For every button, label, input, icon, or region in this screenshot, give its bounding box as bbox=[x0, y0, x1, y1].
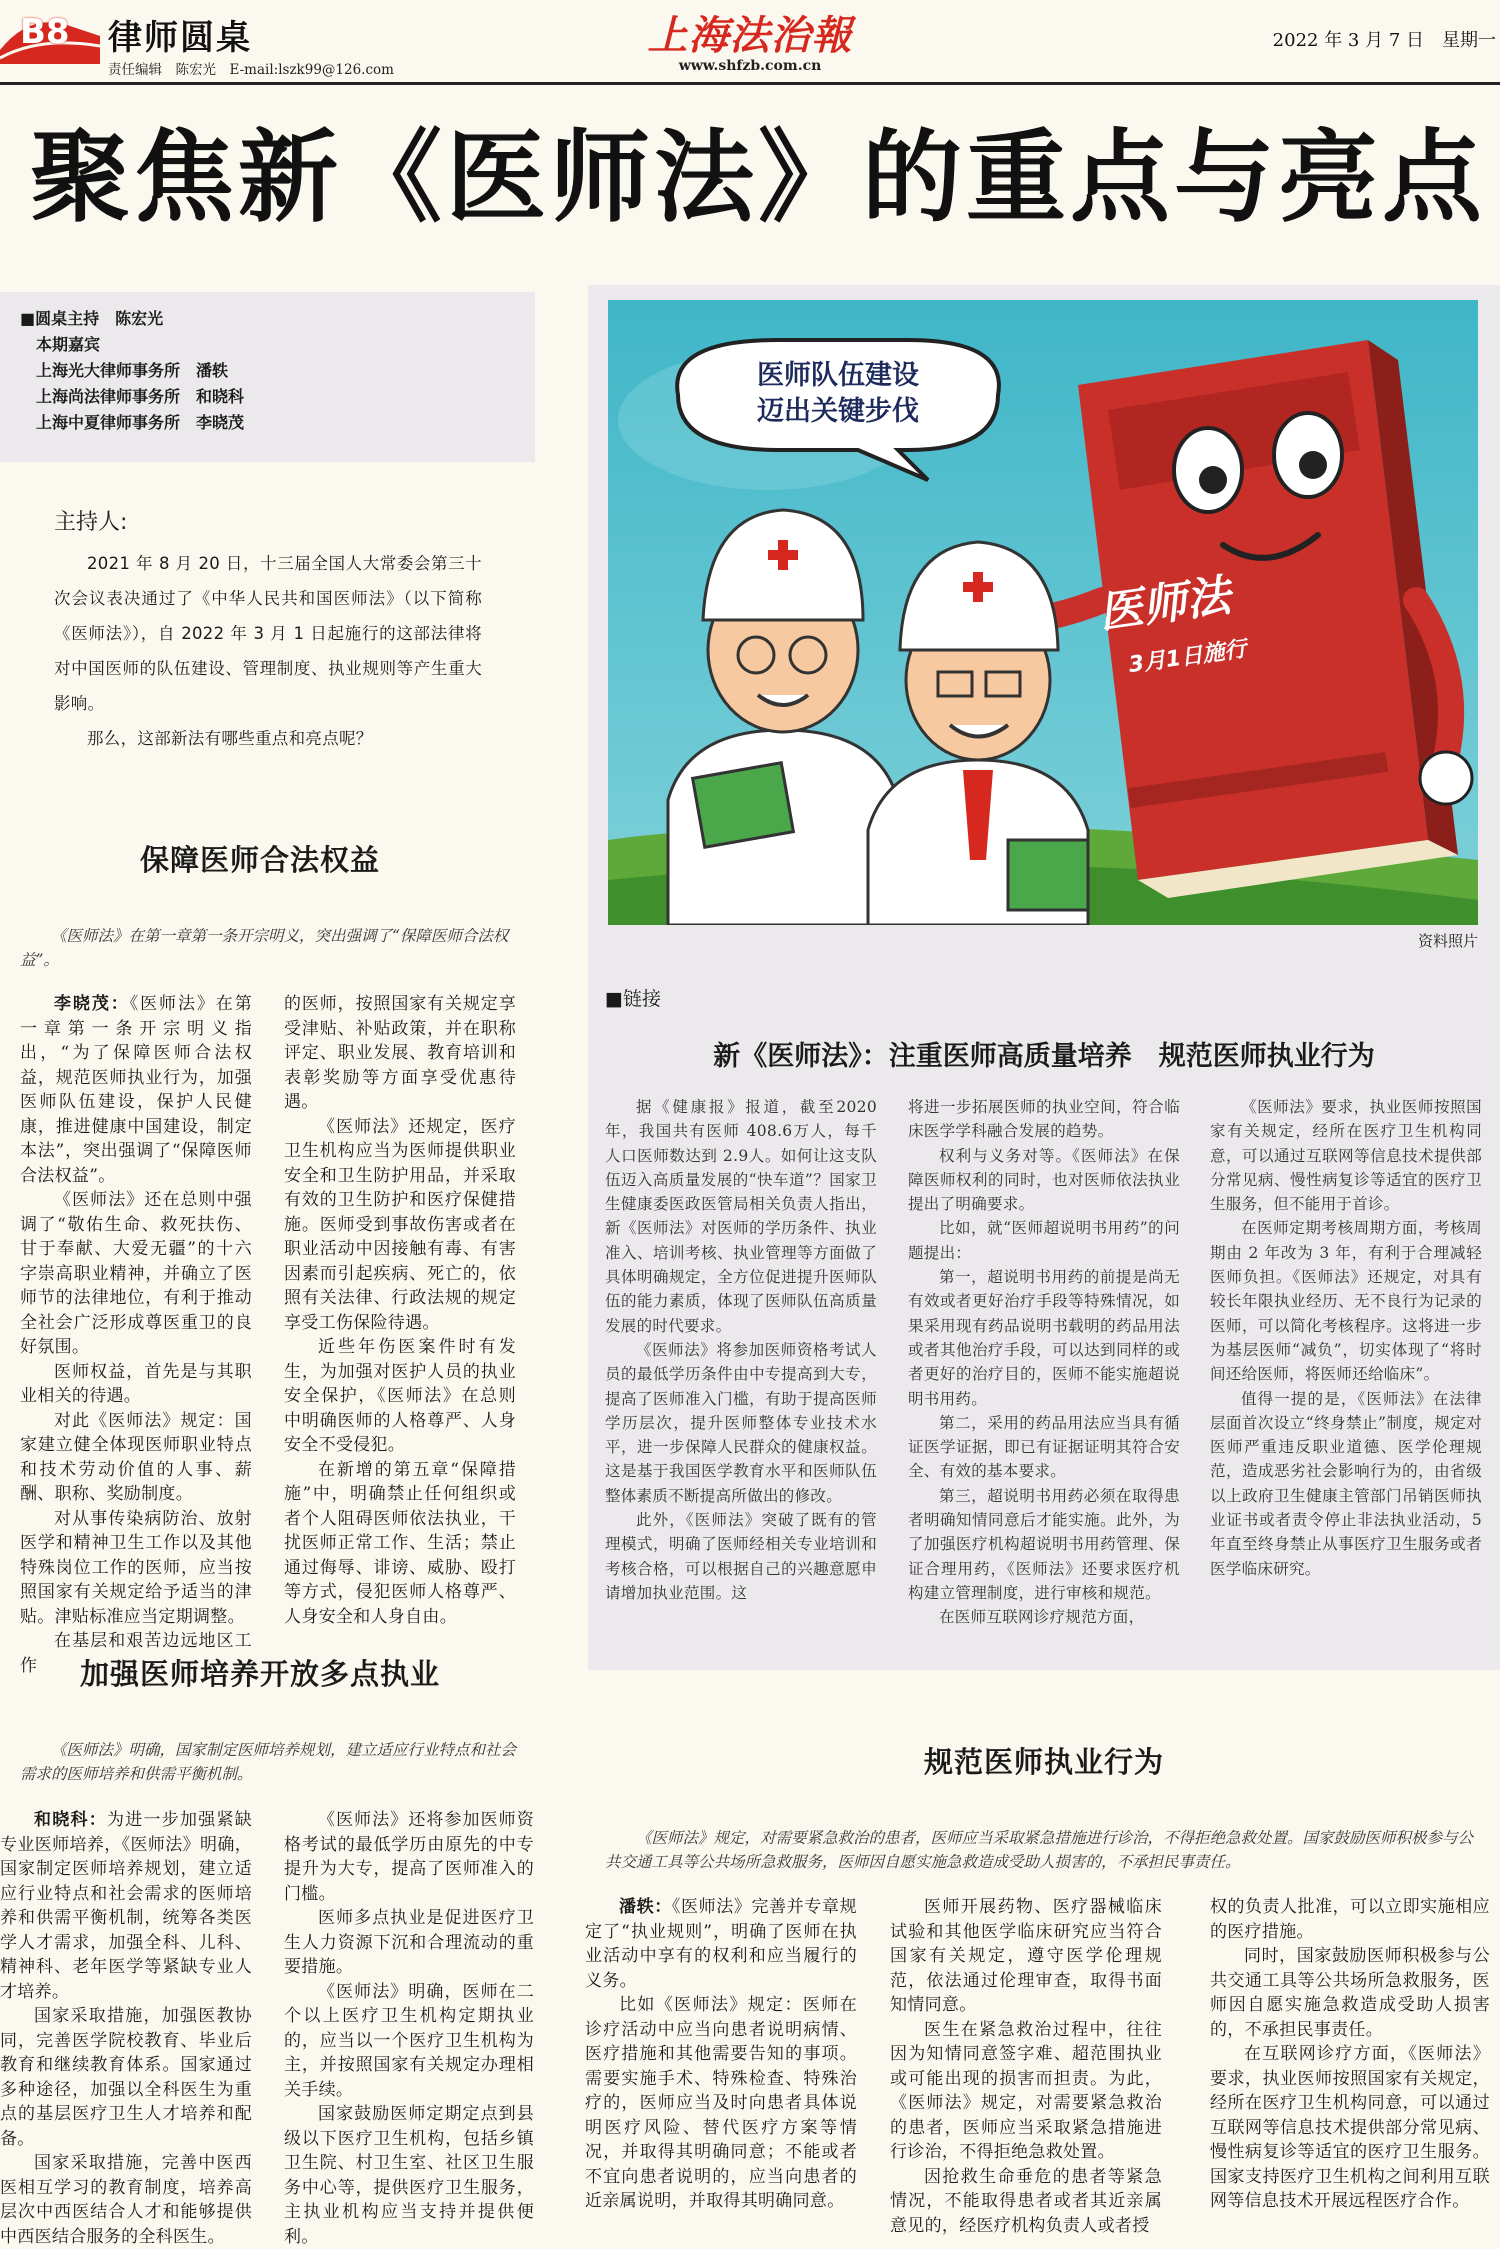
paragraph: 《医师法》要求，执业医师按照国家有关规定，经所在医疗卫生机构同意，可以通过互联网等信息技术提供部分常见病、慢性病复诊等适宜的医疗卫生服务，但不能用于首诊。 bbox=[1210, 1098, 1482, 1214]
section-column bbox=[284, 1808, 534, 2249]
paragraph: 对从事传染病防治、放射医学和精神卫生工作以及其他特殊岗位工作的医师，应当按照国家有关规定给予适当的津贴。津贴标准应当定期调整。 bbox=[20, 1508, 252, 1627]
book-subtitle: 3月1日施行 bbox=[1127, 636, 1249, 679]
paragraph: 对此《医师法》规定：国家建立健全体现医师职业特点和技术劳动价值的人事、薪酬、职称、奖励制度。 bbox=[20, 1410, 252, 1504]
host-label: 主持人: bbox=[54, 510, 128, 535]
page-header bbox=[0, 0, 1500, 82]
photo-caption: 资料照片 bbox=[1417, 932, 1478, 950]
paragraph: 在新增的第五章“保障措施”中，明确禁止任何组织或者个人阻碍医师依法执业，干扰医师正常工作、生活；禁止通过侮辱、诽谤、威胁、殴打等方式，侵犯医师人格尊严、人身安全和人身自由。 bbox=[284, 1459, 516, 1627]
roundtable-guest: 上海尚法律师事务所 和晓科 bbox=[36, 387, 245, 406]
section-lead: 《医师法》明确，国家制定医师培养规划，建立适应行业特点和社会需求的医师培养和供需平衡机制。 bbox=[20, 1741, 517, 1783]
paragraph: 国家采取措施，加强医教协同，完善医学院校教育、毕业后教育和继续教育体系。国家通过多种途径，加强以全科医生为重点的基层医疗卫生人才培养和配备。 bbox=[0, 2006, 252, 2149]
paragraph: 将进一步拓展医师的执业空间，符合临床医学学科融合发展的趋势。 bbox=[908, 1098, 1180, 1141]
paragraph: 李晓茂：《医师法》在第一章第一条开宗明义指出，“为了保障医师合法权益，规范医师执业行为，加强医师队伍建设，保护人民健康，推进健康中国建设，制定本法”，突出强调了“保障医师合法权益”。 bbox=[20, 994, 252, 1186]
paragraph: 比如，就“医师超说明书用药”的问题提出： bbox=[908, 1219, 1180, 1262]
intro-paragraph: 2021 年 8 月 20 日，十三届全国人大常委会第三十次会议表决通过了《中华人民共和国医师法》（以下简称《医师法》），自 2022 年 3 月 1 日起施行的这部法律将对中国医师的队伍建设、管理制度、执业规则等产生重大影响。 bbox=[54, 554, 482, 713]
paragraph: 《医师法》还规定，医疗卫生机构应当为医师提供职业安全和卫生防护用品，并采取有效的卫生防护和医疗保健措施。医师受到事故伤害或者在职业活动中因接触有毒、有害因素而引起疾病、死亡的，依照有关法律、行政法规的规定享受工伤保险待遇。 bbox=[284, 1116, 516, 1333]
section-title: 规范医师执业行为 bbox=[923, 1745, 1164, 1779]
section-column bbox=[0, 1808, 252, 2249]
roundtable-box bbox=[0, 292, 535, 462]
paragraph: 医师权益，首先是与其职业相关的待遇。 bbox=[20, 1361, 252, 1406]
paragraph: 据《健康报》报道，截至2020 年，我国共有医师 408.6万人，每千人口医师数达到 2.9人。如何让这支队伍迈入高质量发展的“快车道”？国家卫生健康委医政医管局相关负责人指出，新《医师法》对医师的学历条件、执业准入、培训考核、执业管理等方面做了具体明确规定，全方位促进提升医师队伍的能力素质，体现了医师队伍高质量发展的时代要求。 bbox=[605, 1098, 877, 1335]
roundtable-guest: 上海中夏律师事务所 李晓茂 bbox=[36, 413, 245, 432]
paragraph: 因抢救生命垂危的患者等紧急情况，不能取得患者或者其近亲属意见的，经医疗机构负责人或者授 bbox=[890, 2166, 1162, 2236]
paragraph: 医师多点执业是促进医疗卫生人力资源下沉和合理流动的重要措施。 bbox=[284, 1908, 534, 1977]
bubble-text: 医师队伍建设 迈出关键步伐 bbox=[757, 360, 919, 427]
issue-date: 2022 年 3 月 7 日 星期一 bbox=[1272, 30, 1496, 51]
paragraph: 《医师法》还在总则中强调了“敬佑生命、救死扶伤、甘于奉献、大爱无疆”的十六字崇高职业精神，并确立了医师节的法律地位，有利于推动全社会广泛形成尊医重卫的良好氛围。 bbox=[20, 1190, 252, 1357]
paragraph: 在互联网诊疗方面，《医师法》要求，执业医师按照国家有关规定，经所在医疗卫生机构同意，可以通过互联网等信息技术提供部分常见病、慢性病复诊等适宜的医疗卫生服务。国家支持医疗卫生机构之间利用互联网等信息技术开展远程医疗合作。 bbox=[1210, 2044, 1490, 2211]
paragraph: 在基层和艰苦边远地区工作 bbox=[20, 1631, 252, 1676]
roundtable-guest: 上海光大律师事务所 潘轶 bbox=[36, 361, 229, 380]
paragraph: 的医师，按照国家有关规定享受津贴、补贴政策，并在职称评定、职业发展、教育培训和表彰奖励等方面享受优惠待遇。 bbox=[284, 994, 516, 1112]
header-rule bbox=[0, 82, 1500, 85]
section-column bbox=[585, 1895, 857, 2214]
paragraph: 《医师法》明确，医师在二个以上医疗卫生机构定期执业的，应当以一个医疗卫生机构为主，并按照国家有关规定办理相关手续。 bbox=[284, 1981, 534, 2100]
paper-website: www.shfzb.com.cn bbox=[678, 58, 822, 74]
link-title: 新《医师法》：注重医师高质量培养 规范医师执业行为 bbox=[713, 1041, 1375, 1072]
section-title: 保障医师合法权益 bbox=[140, 843, 381, 877]
paragraph: 第二，采用的药品用法应当具有循证医学证据，即已有证据证明其符合安全、有效的基本要求。 bbox=[908, 1413, 1180, 1481]
illustration bbox=[608, 300, 1478, 925]
paragraph: 医生在紧急救治过程中，往往因为知情同意签字难、超范围执业或可能出现的损害而担责。为此，《医师法》规定，对需要紧急救治的患者，医师应当采取紧急措施进行诊治，不得拒绝急救处置。 bbox=[890, 2019, 1162, 2162]
paragraph: 值得一提的是，《医师法》在法律层面首次设立“终身禁止”制度，规定对医师严重违反职业道德、医学伦理规范，造成恶劣社会影响行为的，由省级以上政府卫生健康主管部门吊销医师执业证书或者责令停止非法执业活动，5 年直至终身禁止从事医疗卫生服务或者医学临床研究。 bbox=[1210, 1389, 1482, 1578]
section-column bbox=[284, 992, 516, 1629]
paragraph: 近些年伤医案件时有发生，为加强对医护人员的执业安全保护，《医师法》在总则中明确医师的人格尊严、人身安全不受侵犯。 bbox=[284, 1337, 516, 1455]
link-column bbox=[908, 1095, 1180, 1630]
section-title: 加强医师培养开放多点执业 bbox=[80, 1657, 441, 1691]
editor-info: 责任编辑 陈宏光 E-mail:lszk99@126.com bbox=[108, 62, 394, 78]
paragraph: 比如《医师法》规定：医师在诊疗活动中应当向患者说明病情、医疗措施和其他需要告知的事项。需要实施手术、特殊检查、特殊治疗的，医师应当及时向患者具体说明医疗风险、替代医疗方案等情况，并取得其明确同意；不能或者不宜向患者说明的，应当向患者的近亲属说明，并取得其明确同意。 bbox=[585, 1995, 857, 2211]
paragraph: 第一，超说明书用药的前提是尚无有效或者更好治疗手段等特殊情况，如果采用现有药品说明书载明的药品用法或者其他治疗手段，可以达到同样的或者更好的治疗目的，医师不能实施超说明书用药。 bbox=[908, 1268, 1180, 1408]
link-label: ■链接 bbox=[605, 988, 661, 1010]
paragraph: 权利与义务对等。《医师法》在保障医师权利的同时，也对医师依法执业提出了明确要求。 bbox=[908, 1146, 1180, 1214]
section-column bbox=[890, 1895, 1162, 2238]
link-column bbox=[605, 1095, 877, 1605]
paragraph: 在医师定期考核周期方面，考核周期由 2 年改为 3 年，有利于合理减轻医师负担。《医师法》还规定，对具有较长年限执业经历、无不良行为记录的医师，可以简化考核程序。这将进一步为基层医师“减负”，切实体现了“将时间还给医师，将医师还给临床”。 bbox=[1210, 1219, 1482, 1384]
page-number: B8 bbox=[20, 12, 70, 52]
host-intro bbox=[54, 505, 482, 756]
paragraph: 国家采取措施，完善中医西医相互学习的教育制度，培养高层次中西医结合人才和能够提供中西医结合服务的全科医生。 bbox=[0, 2153, 252, 2247]
book-title: 医师法 bbox=[1095, 570, 1234, 639]
section-lead: 《医师法》规定，对需要紧急救治的患者，医师应当采取紧急措施进行诊治，不得拒绝急救处置。国家鼓励医师积极参与公共交通工具等公共场所急救服务，医师因自愿实施急救造成受助人损害的，不承担民事责任。 bbox=[605, 1829, 1474, 1871]
intro-paragraph: 那么，这部新法有哪些重点和亮点呢？ bbox=[87, 729, 373, 748]
paragraph: 在医师互联网诊疗规范方面， bbox=[939, 1608, 1145, 1627]
roundtable-guests-label: 本期嘉宾 bbox=[36, 335, 101, 354]
paragraph: 《医师法》将参加医师资格考试人员的最低学历条件由中专提高到大专，提高了医师准入门槛，有助于提高医师学历层次，提升医师整体专业技术水平，进一步保障人民群众的健康权益。这是基于我国医学教育水平和医师队伍整体素质不断提高所做出的修改。 bbox=[605, 1340, 877, 1505]
section-column bbox=[1210, 1895, 1490, 2214]
paragraph: 第三，超说明书用药必须在取得患者明确知情同意后才能实施。此外，为了加强医疗机构超说明书用药管理、保证合理用药，《医师法》还要求医疗机构建立管理制度，进行审核和规范。 bbox=[908, 1486, 1180, 1602]
paragraph: 潘轶：《医师法》完善并专章规定了“执业规则”，明确了医师在执业活动中享有的权利和应当履行的义务。 bbox=[585, 1897, 857, 1991]
paragraph: 同时，国家鼓励医师积极参与公共交通工具等公共场所急救服务，医师因自愿实施急救造成受助人损害的，不承担民事责任。 bbox=[1210, 1946, 1490, 2040]
section-lead: 《医师法》在第一章第一条开宗明义，突出强调了“保障医师合法权益”。 bbox=[20, 927, 509, 969]
paragraph: 国家鼓励医师定期定点到县级以下医疗卫生机构，包括乡镇卫生院、村卫生室、社区卫生服务中心等，提供医疗卫生服务，主执业机构应当支持并提供便利。 bbox=[284, 2104, 534, 2247]
section-column bbox=[20, 992, 252, 1678]
roundtable-host: ■圆桌主持 陈宏光 bbox=[20, 309, 164, 328]
paper-masthead: 上海法治報 bbox=[647, 12, 853, 59]
paragraph: 医师开展药物、医疗器械临床试验和其他医学临床研究应当符合国家有关规定，遵守医学伦理规范，依法通过伦理审查，取得书面知情同意。 bbox=[890, 1897, 1162, 2015]
paragraph: 《医师法》还将参加医师资格考试的最低学历由原先的中专提升为大专，提高了医师准入的门槛。 bbox=[284, 1810, 534, 1904]
link-column bbox=[1210, 1095, 1482, 1581]
headline: 聚焦新《医师法》的重点与亮点 bbox=[30, 119, 1486, 236]
section-name: 律师圆桌 bbox=[108, 18, 252, 58]
paragraph: 此外，《医师法》突破了既有的管理模式，明确了医师经相关专业培训和考核合格，可以根据自己的兴趣意愿申请增加执业范围。这 bbox=[605, 1511, 877, 1602]
paragraph: 权的负责人批准，可以立即实施相应的医疗措施。 bbox=[1210, 1897, 1490, 1942]
paragraph: 和晓科：为进一步加强紧缺专业医师培养，《医师法》明确，国家制定医师培养规划，建立适应行业特点和社会需求的医师培养和供需平衡机制，统筹各类医学人才需求，加强全科、儿科、精神科、老年医学等紧缺专业人才培养。 bbox=[0, 1810, 252, 2002]
